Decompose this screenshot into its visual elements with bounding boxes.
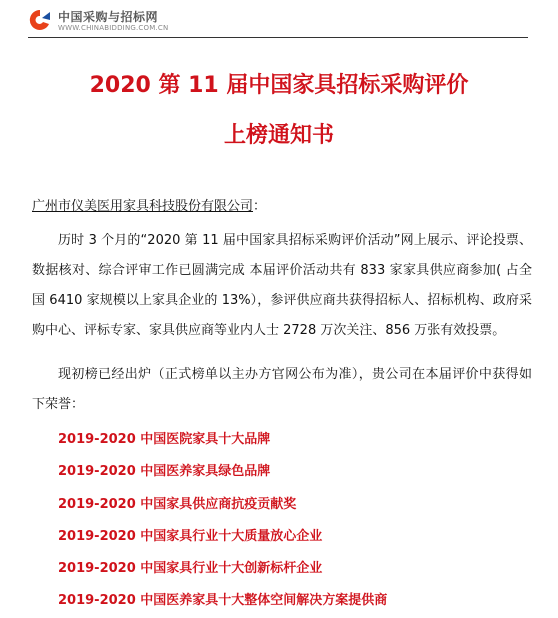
recipient-company: 广州市仪美医用家具科技股份有限公司 xyxy=(32,199,254,214)
salutation xyxy=(32,195,266,214)
site-name: 中国采购与招标网 xyxy=(58,10,159,24)
award-item: 2019-2020 中国医养家具绿色品牌 xyxy=(58,464,271,480)
body-paragraph-2: 现初榜已经出炉（正式榜单以主办方官网公布为准），贵公司在本届评价中获得如下荣誉： xyxy=(32,367,532,412)
award-item: 2019-2020 中国家具供应商抗疫贡献奖 xyxy=(58,496,297,512)
document-title-line2: 上榜通知书 xyxy=(223,123,334,148)
award-list xyxy=(58,424,387,618)
award-item: 2019-2020 中国家具行业十大质量放心企业 xyxy=(58,528,323,544)
header-divider xyxy=(28,37,528,38)
document-title-line1: 2020 第 11 届中国家具招标采购评价 xyxy=(89,73,469,98)
site-url: WWW.CHINABIDDING.COM.CN xyxy=(58,24,169,32)
chinabidding-logo-icon xyxy=(28,8,52,32)
award-item: 2019-2020 中国家具行业十大创新标杆企业 xyxy=(58,561,323,577)
award-item: 2019-2020 中国医养家具十大整体空间解决方案提供商 xyxy=(58,593,388,609)
body-paragraph-1: 历时 3 个月的“2020 第 11 届中国家具招标采购评价活动”网上展示、评论投票、数据核对、综合评审工作已圆满完成 本届评价活动共有 833 家家具供应商参加( 占全国 6410 家规模以上家具企业的 13%），参评供应商共获得招标人、招标机构、政府采购中心、评标专家、家具供应商等业内人士 2728 万次关注、856 万张有效投票。 xyxy=(32,233,532,338)
salutation-colon: ： xyxy=(253,199,267,214)
award-item: 2019-2020 中国医院家具十大品牌 xyxy=(58,432,271,447)
